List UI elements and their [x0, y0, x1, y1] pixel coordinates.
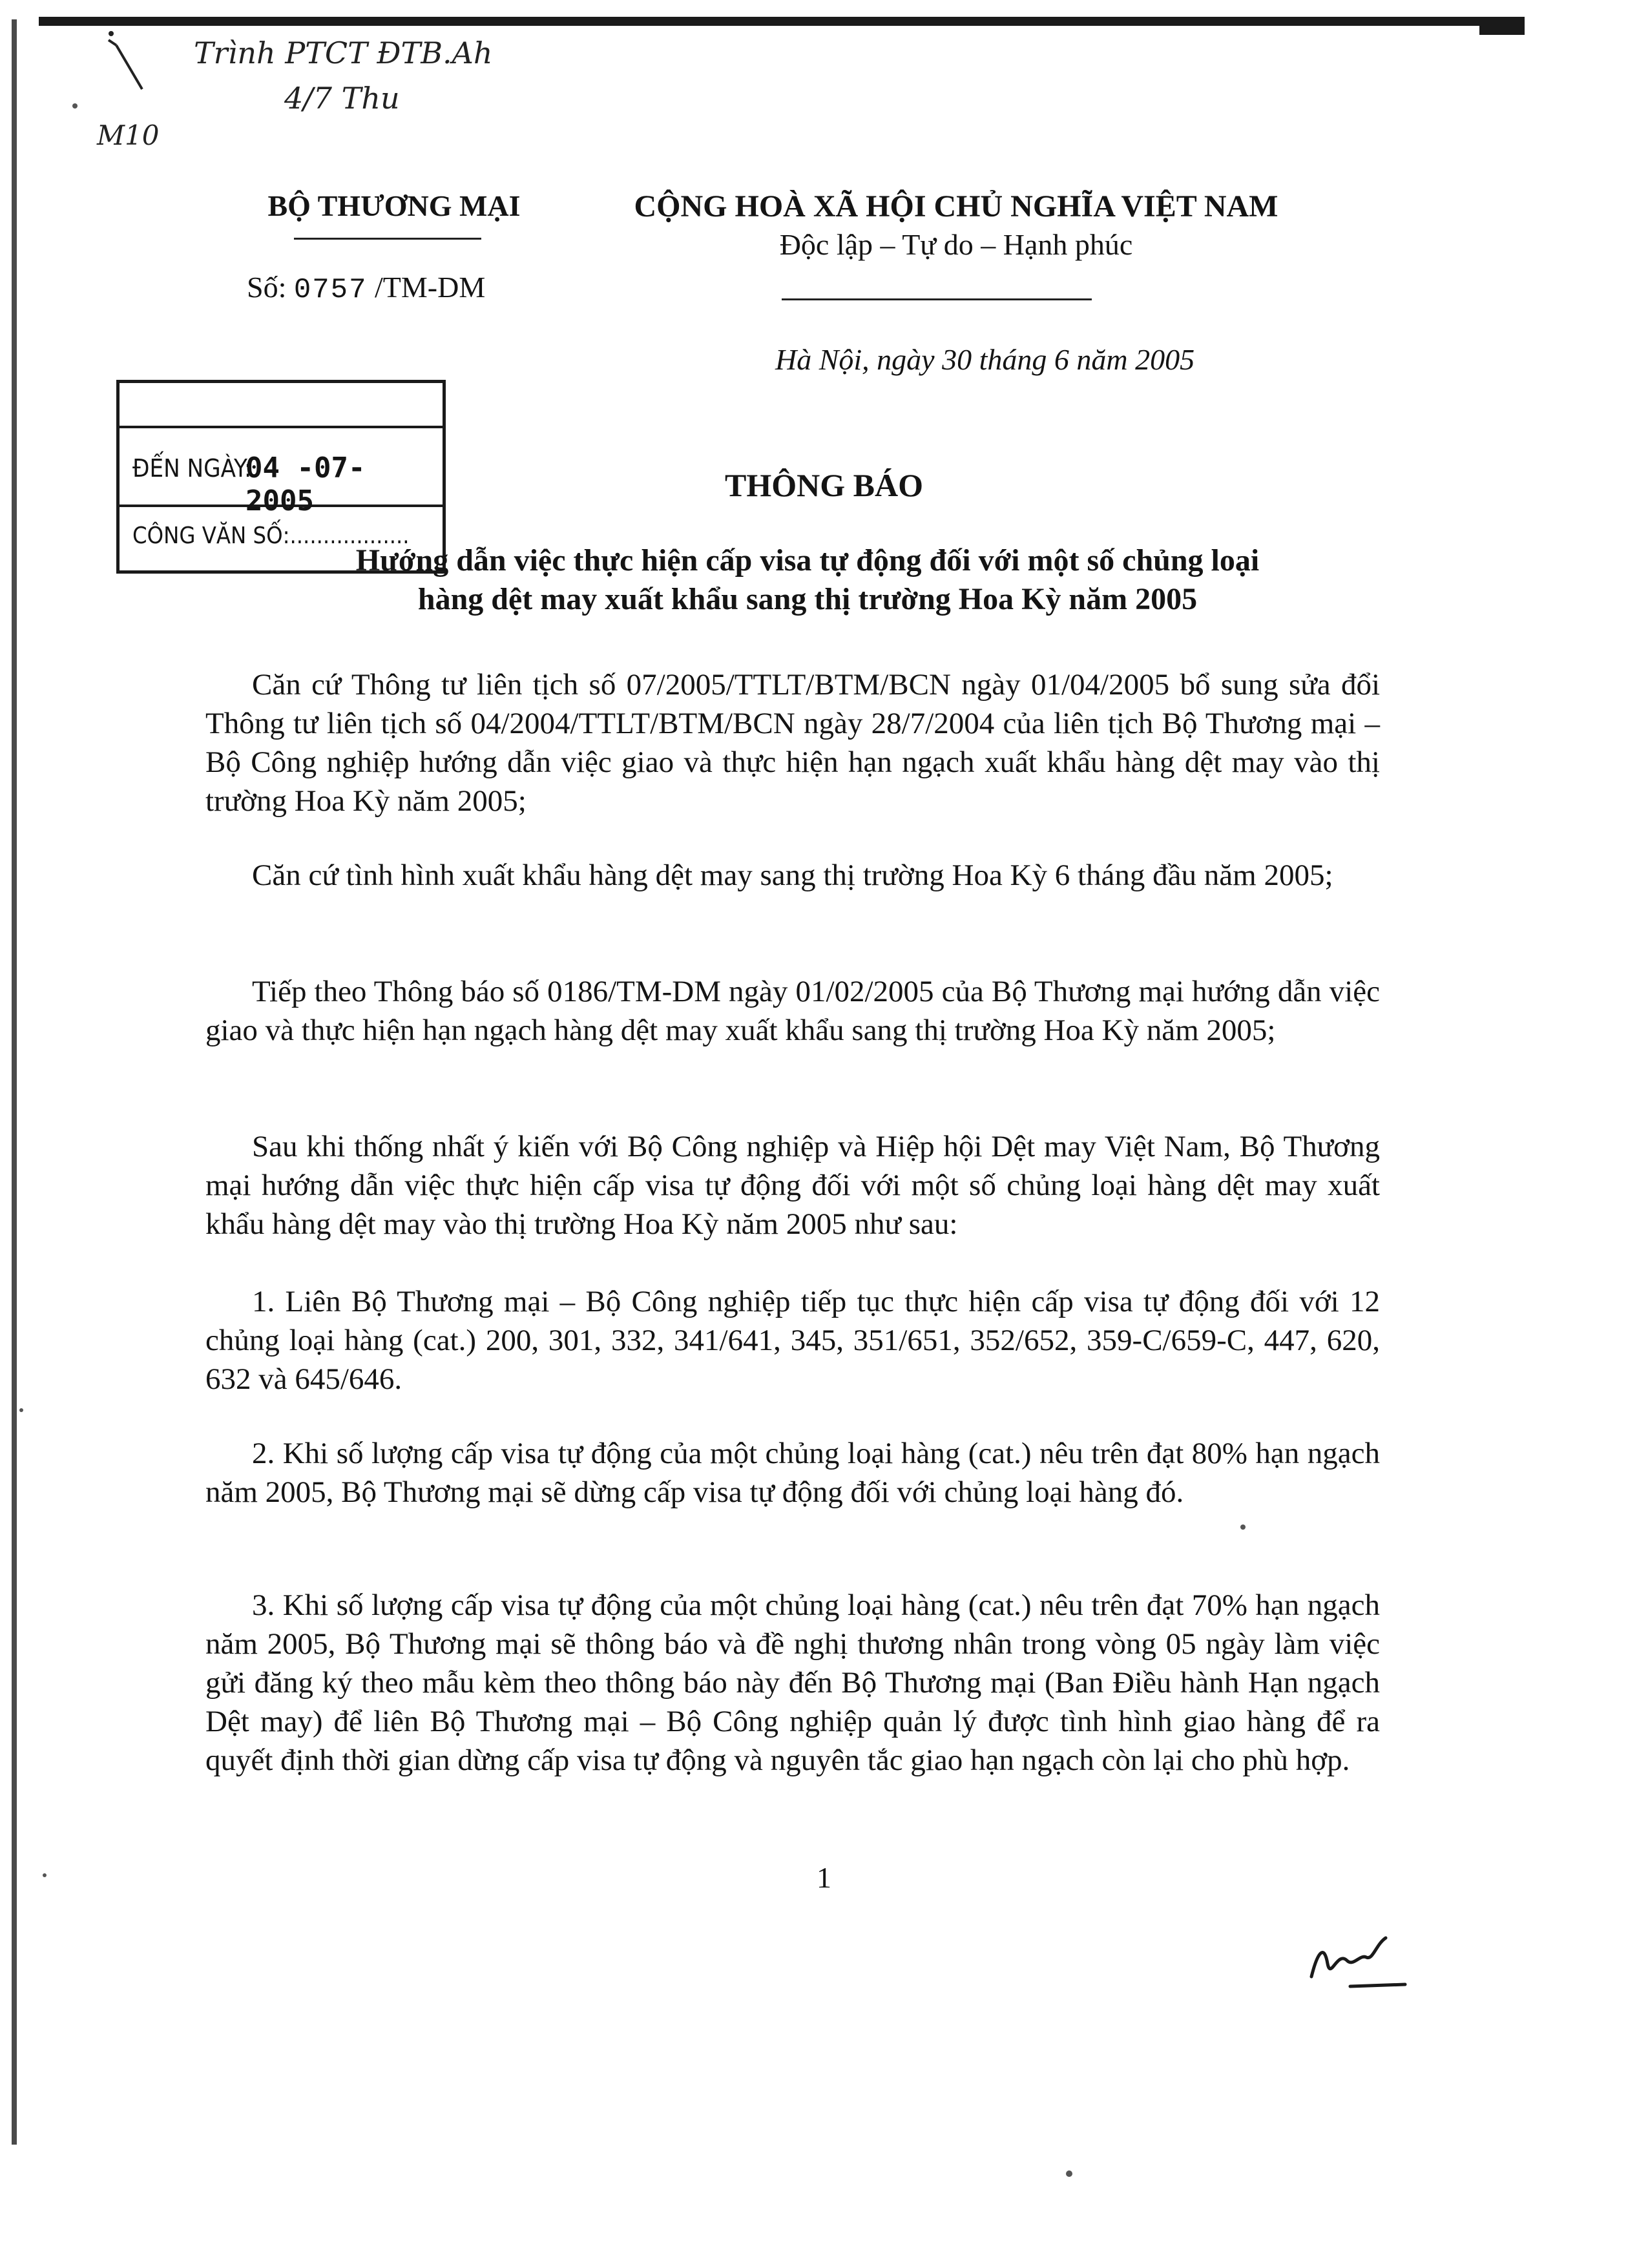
scan-speck [72, 103, 78, 109]
paragraph-item-1 [205, 1282, 1380, 1399]
ministry-underline [294, 238, 481, 240]
paragraph-item-2 [205, 1434, 1380, 1512]
initials-signature [1299, 1925, 1415, 1996]
scan-speck [1066, 2170, 1072, 2177]
scan-edge-left [12, 19, 17, 2145]
handwritten-margin-mark: M10 [97, 120, 160, 151]
motto-underline [782, 298, 1092, 300]
paragraph-legal-basis-2 [205, 856, 1380, 895]
document-subtitle [194, 541, 1421, 619]
paragraph-text: Căn cứ Thông tư liên tịch số 07/2005/TTLT/BTM/BCN ngày 01/04/2005 bổ sung sửa đổi Thông tư liên tịch số 04/2004/TTLT/BTM/BCN ngày 28/7/2004 của liên tịch Bộ Thương mại – Bộ Công nghiệp hướng dẫn việc giao và thực hiện hạn ngạch xuất khẩu hàng dệt may vào thị trường Hoa Kỳ năm 2005; [205, 668, 1380, 818]
paragraph-text: 2. Khi số lượng cấp visa tự động của một chủng loại hàng (cat.) nêu trên đạt 80% hạn ngạch năm 2005, Bộ Thương mại sẽ dừng cấp visa tự động đối với chủng loại hàng đó. [205, 1437, 1380, 1509]
stamp-dispatch-label: CÔNG VĂN SỐ:.................. [132, 523, 410, 549]
national-motto: Độc lập – Tự do – Hạnh phúc [779, 228, 1133, 261]
country-name: CỘNG HOÀ XÃ HỘI CHỦ NGHĨA VIỆT NAM [634, 189, 1278, 224]
stamp-header-row [120, 383, 443, 428]
ministry-name: BỘ THƯƠNG MẠI [267, 189, 521, 222]
page-number: 1 [817, 1861, 831, 1894]
stamp-received-label: ĐẾN NGÀY: [132, 454, 252, 483]
scan-speck [1240, 1524, 1246, 1530]
place-and-date: Hà Nội, ngày 30 tháng 6 năm 2005 [775, 343, 1195, 376]
paragraph-agreement [205, 1127, 1380, 1243]
paragraph-text: 1. Liên Bộ Thương mại – Bộ Công nghiệp tiếp tục thực hiện cấp visa tự động đối với 12 chủng loại hàng (cat.) 200, 301, 332, 341/641, 345, 351/651, 352/652, 359-C/659-C, 447, 620, 632 và 645/646. [205, 1285, 1380, 1396]
subtitle-line-1: Hướng dẫn việc thực hiện cấp visa tự động đối với một số chủng loại [355, 543, 1260, 577]
paragraph-text: Tiếp theo Thông báo số 0186/TM-DM ngày 01/02/2005 của Bộ Thương mại hướng dẫn việc giao và thực hiện hạn ngạch hàng dệt may xuất khẩu sang thị trường Hoa Kỳ năm 2005; [205, 975, 1380, 1047]
handwritten-note-line1: Trình PTCT ĐTB.Ah [194, 36, 493, 70]
pen-stroke-mark [97, 26, 174, 103]
handwritten-note-line2: 4/7 Thu [284, 81, 400, 116]
scan-edge-top-right [1479, 23, 1525, 35]
paragraph-text: Căn cứ tình hình xuất khẩu hàng dệt may sang thị trường Hoa Kỳ 6 tháng đầu năm 2005; [252, 858, 1333, 892]
document-number-value: 0757 [293, 274, 368, 306]
scan-speck [19, 1408, 23, 1412]
document-title: THÔNG BÁO [725, 467, 923, 503]
paragraph-legal-basis-1 [205, 665, 1380, 820]
paragraph-item-3 [205, 1586, 1380, 1780]
paragraph-text: 3. Khi số lượng cấp visa tự động của một chủng loại hàng (cat.) nêu trên đạt 70% hạn ngạch năm 2005, Bộ Thương mại sẽ thông báo và đề nghị thương nhân trong vòng 05 ngày làm việc gửi đăng ký theo mẫu kèm theo thông báo này đến Bộ Thương mại (Ban Điều hành Hạn ngạch Dệt may) để liên Bộ Thương mại – Bộ Công nghiệp quản lý được tình hình giao hàng để ra quyết định thời gian dừng cấp visa tự động và nguyên tắc giao hạn ngạch còn lại cho phù hợp. [205, 1588, 1380, 1777]
subtitle-line-2: hàng dệt may xuất khẩu sang thị trường Hoa Kỳ năm 2005 [417, 582, 1198, 616]
paragraph-legal-basis-3 [205, 972, 1380, 1050]
scan-speck [43, 1873, 47, 1877]
paragraph-text: Sau khi thống nhất ý kiến với Bộ Công nghiệp và Hiệp hội Dệt may Việt Nam, Bộ Thương mại hướng dẫn việc thực hiện cấp visa tự động đối với một số chủng loại hàng dệt may xuất khẩu hàng dệt may vào thị trường Hoa Kỳ năm 2005 như sau: [205, 1130, 1380, 1241]
document-number [247, 270, 485, 306]
stamp-received-date: 04 -07- 2005 [245, 452, 366, 517]
document-number-label: Số: [247, 271, 287, 304]
document-number-suffix: /TM-DM [375, 271, 486, 304]
scan-edge-top [39, 17, 1525, 26]
